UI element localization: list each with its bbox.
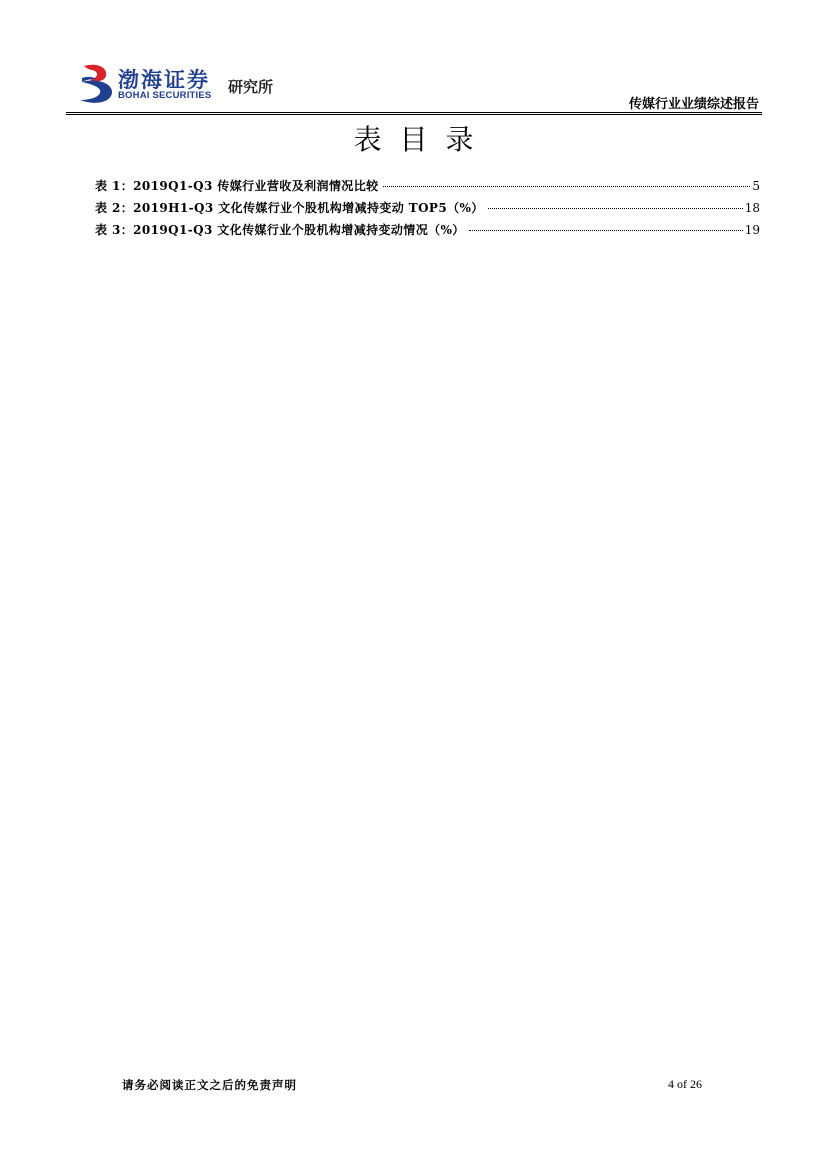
toc-entry-label[interactable]: 表 1：2019Q1-Q3 传媒行业营收及利润情况比较: [95, 179, 379, 193]
header-divider: [66, 112, 762, 113]
table-of-tables: [95, 177, 760, 243]
footer-disclaimer: 请务必阅读正文之后的免责声明: [122, 1078, 297, 1092]
institute-name: 研究所: [228, 78, 274, 96]
bohai-logo-icon: [78, 62, 114, 104]
toc-entry[interactable]: [95, 199, 760, 221]
toc-dot-leader: [383, 186, 751, 187]
toc-entry-page[interactable]: 5: [752, 179, 760, 193]
toc-entry-page[interactable]: 19: [744, 223, 760, 237]
toc-entry[interactable]: [95, 221, 760, 243]
report-name: 传媒行业业绩综述报告: [628, 97, 759, 112]
toc-entry-page[interactable]: 18: [744, 201, 760, 215]
header-divider-secondary: [66, 114, 762, 115]
page-header: [0, 0, 827, 120]
toc-entry[interactable]: [95, 177, 760, 199]
toc-title: 表目录: [353, 123, 492, 156]
toc-entry-label[interactable]: 表 2：2019H1-Q3 文化传媒行业个股机构增减持变动 TOP5（%）: [95, 201, 484, 215]
logo-english-name: BOHAI SECURITIES: [118, 90, 212, 101]
toc-entry-label[interactable]: 表 3：2019Q1-Q3 文化传媒行业个股机构增减持变动情况（%）: [95, 223, 465, 237]
toc-dot-leader: [488, 208, 743, 209]
toc-dot-leader: [469, 230, 743, 231]
footer-page-number: 4 of 26: [668, 1077, 702, 1091]
logo-chinese-name: 渤海证券: [118, 67, 210, 92]
